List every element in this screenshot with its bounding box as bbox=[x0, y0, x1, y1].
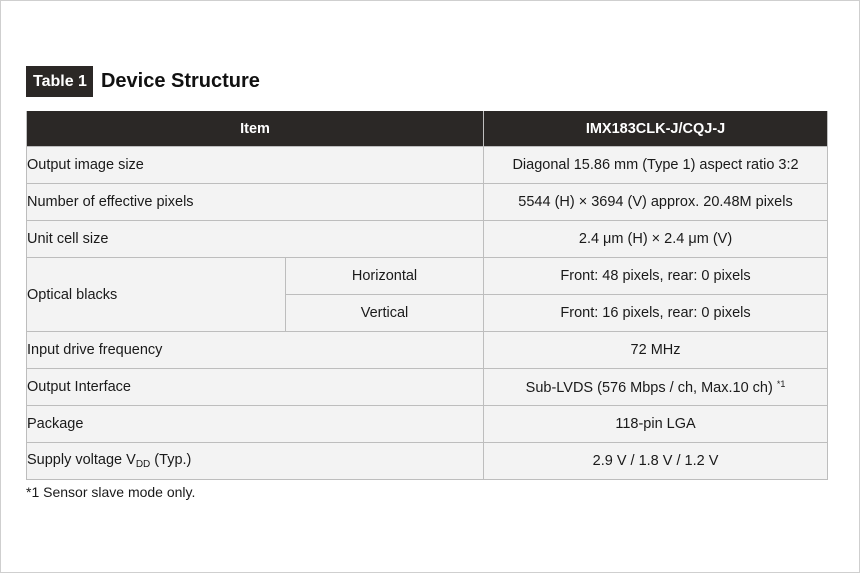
table-row bbox=[27, 258, 828, 295]
header-item: Item bbox=[27, 111, 484, 147]
row-label-effective-pixels: Number of effective pixels bbox=[27, 184, 484, 221]
row-label-optical-blacks: Optical blacks bbox=[27, 258, 286, 332]
table-row bbox=[27, 184, 828, 221]
table-row bbox=[27, 369, 828, 406]
row-sublabel-vertical: Vertical bbox=[286, 295, 484, 332]
supply-voltage-suffix: (Typ.) bbox=[150, 452, 192, 468]
row-value-unit-cell-size: 2.4 μm (H) × 2.4 μm (V) bbox=[484, 221, 828, 258]
table-title: Device Structure bbox=[100, 70, 260, 92]
footnote-mark: *1 bbox=[776, 378, 786, 389]
table-row bbox=[27, 147, 828, 184]
table-row bbox=[27, 443, 828, 480]
row-value-package: 118-pin LGA bbox=[484, 406, 828, 443]
row-value-optical-blacks-horizontal: Front: 48 pixels, rear: 0 pixels bbox=[484, 258, 828, 295]
row-value-output-image-size: Diagonal 15.86 mm (Type 1) aspect ratio 3:2 bbox=[484, 147, 828, 184]
row-sublabel-horizontal: Horizontal bbox=[286, 258, 484, 295]
row-value-effective-pixels: 5544 (H) × 3694 (V) approx. 20.48M pixels bbox=[484, 184, 828, 221]
row-label-input-drive-frequency: Input drive frequency bbox=[27, 332, 484, 369]
row-label-supply-voltage bbox=[27, 443, 484, 480]
table-row bbox=[27, 221, 828, 258]
row-value-output-interface bbox=[484, 369, 828, 406]
header-model: IMX183CLK-J/CQJ-J bbox=[484, 111, 828, 147]
footnote: *1 Sensor slave mode only. bbox=[26, 484, 196, 500]
device-structure-table bbox=[26, 111, 828, 480]
row-value-input-drive-frequency: 72 MHz bbox=[484, 332, 828, 369]
row-label-unit-cell-size: Unit cell size bbox=[27, 221, 484, 258]
table-heading bbox=[26, 66, 260, 97]
table-header-row bbox=[27, 111, 828, 147]
table-row bbox=[27, 332, 828, 369]
row-value-supply-voltage: 2.9 V / 1.8 V / 1.2 V bbox=[484, 443, 828, 480]
supply-voltage-prefix: Supply voltage V bbox=[27, 452, 136, 468]
row-value-optical-blacks-vertical: Front: 16 pixels, rear: 0 pixels bbox=[484, 295, 828, 332]
output-interface-text: Sub-LVDS (576 Mbps / ch, Max.10 ch) bbox=[525, 379, 773, 396]
table-row bbox=[27, 406, 828, 443]
row-label-package: Package bbox=[27, 406, 484, 443]
table-number-badge: Table 1 bbox=[26, 66, 93, 97]
supply-voltage-subscript: DD bbox=[135, 459, 151, 470]
row-label-output-interface: Output Interface bbox=[27, 369, 484, 406]
row-label-output-image-size: Output image size bbox=[27, 147, 484, 184]
